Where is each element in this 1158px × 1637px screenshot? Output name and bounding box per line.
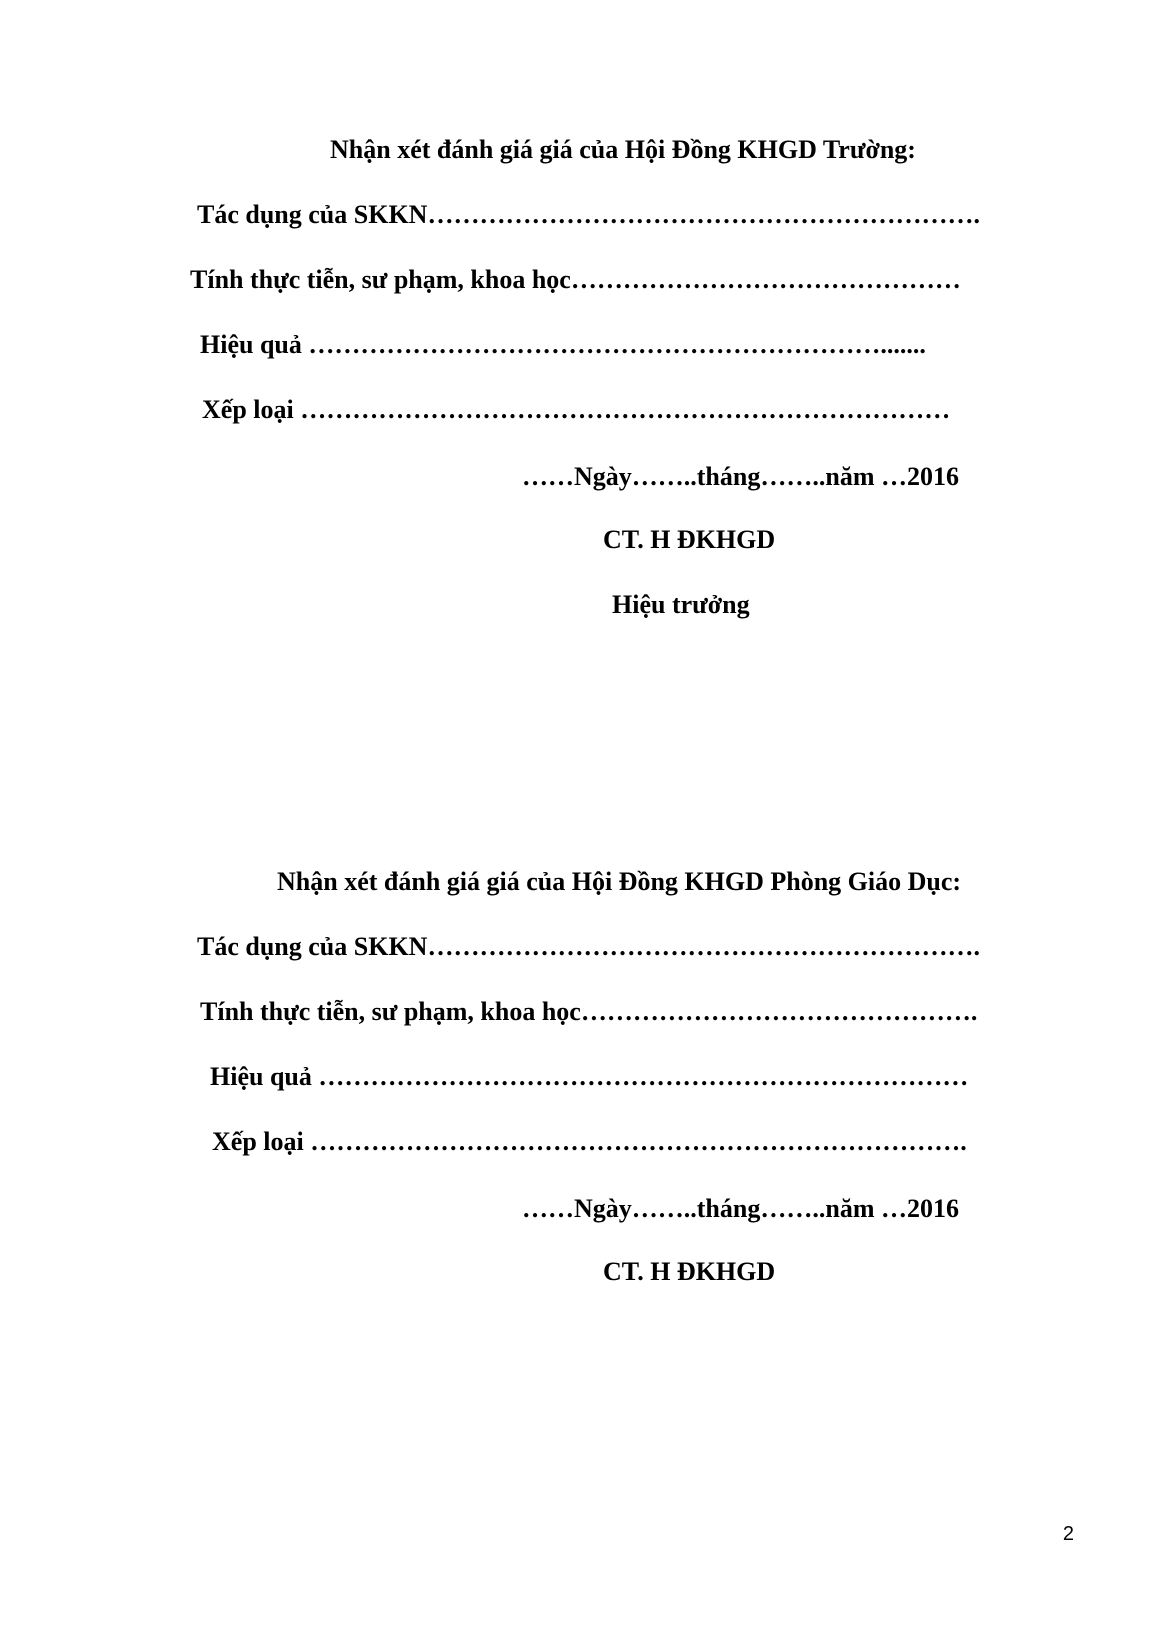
- school-chair-title: CT. H ĐKHGD: [603, 525, 776, 554]
- office-review-heading: Nhận xét đánh giá giá của Hội Đồng KHGD Phòng Giáo Dục:: [277, 867, 962, 896]
- school-date-line: ……Ngày……..tháng……..năm …2016: [522, 462, 959, 491]
- school-practicality-field: Tính thực tiễn, sư phạm, khoa học………………………………………: [190, 265, 961, 294]
- office-date-line: ……Ngày……..tháng……..năm …2016: [522, 1194, 959, 1223]
- office-practicality-field: Tính thực tiễn, sư phạm, khoa học……………………………………….: [200, 997, 978, 1026]
- page-number: 2: [1062, 1523, 1074, 1545]
- office-rating-field: Xếp loại ………………………………………………………………….: [212, 1127, 967, 1156]
- school-principal-title: Hiệu trưởng: [612, 590, 750, 619]
- school-rating-field: Xếp loại …………………………………………………………………: [202, 395, 951, 424]
- office-efficiency-field: Hiệu quả …………………………………………………………………: [210, 1062, 969, 1091]
- school-review-heading: Nhận xét đánh giá giá của Hội Đồng KHGD Trường:: [330, 135, 916, 164]
- office-chair-title: CT. H ĐKHGD: [603, 1257, 776, 1286]
- school-efficiency-field: Hiệu quả ………………………………………………………….......: [200, 330, 926, 359]
- school-effect-field: Tác dụng của SKKN……………………………………………………….: [197, 200, 980, 229]
- office-effect-field: Tác dụng của SKKN……………………………………………………….: [197, 932, 980, 961]
